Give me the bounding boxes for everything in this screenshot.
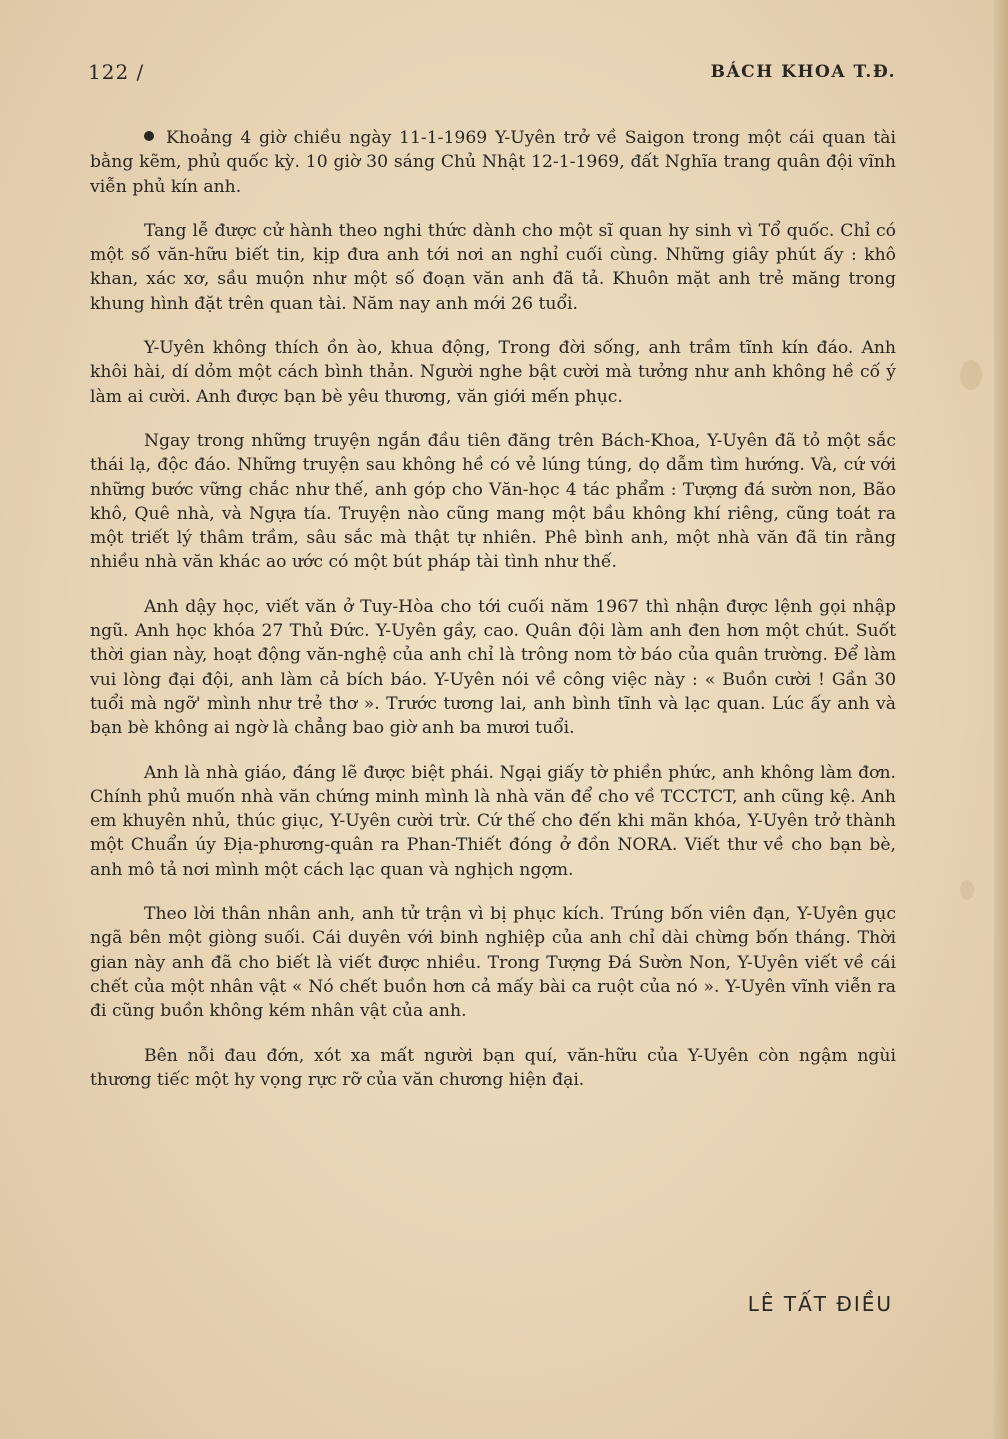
paper-stain [960,880,974,900]
article-body [90,126,896,1112]
paper-stain [960,360,982,390]
paragraph-4: Ngay trong những truyện ngắn đầu tiên đăng trên Bách-Khoa, Y-Uyên đã tỏ một sắc thái lạ, độc đáo. Những truyện sau không hề có vẻ lúng túng, dọ dẫm tìm hướng. Và, cứ với những bước vững chắc như thế, anh góp cho Văn-học 4 tác phẩm : Tượng đá sườn non, Bão khô, Quê nhà, và Ngựa tía. Truyện nào cũng mang một bầu không khí riêng, cũng toát ra một triết lý thâm trầm, sâu sắc mà thật tự nhiên. Phê bình anh, một nhà văn đã tin rằng nhiều nhà văn khác ao ước có một bút pháp tài tình như thế. [90,430,896,573]
paragraph-7: Theo lời thân nhân anh, anh tử trận vì bị phục kích. Trúng bốn viên đạn, Y-Uyên gục ngã bên một giòng suối. Cái duyên với binh nghiệp của anh chỉ dài chừng bốn tháng. Thời gian này anh đã cho biết là viết được nhiều. Trong Tượng Đá Sườn Non, Y-Uyên viết về cái chết của một nhân vật « Nó chết buồn hơn cả mấy bài ca ruột của nó ». Y-Uyên vĩnh viễn ra đi cũng buồn không kém nhân vật của anh. [90,904,896,1022]
paragraph-1 [90,126,896,199]
page-header [88,60,896,90]
bullet-icon [144,131,154,141]
paragraph-8: Bên nỗi đau đớn, xót xa mất người bạn quí, văn-hữu của Y-Uyên còn ngậm ngùi thương tiếc một hy vọng rực rỡ của văn chương hiện đại. [90,1045,896,1090]
running-head: BÁCH KHOA T.Đ. [710,62,896,82]
page-edge [994,0,1008,1439]
paragraph-6: Anh là nhà giáo, đáng lẽ được biệt phái. Ngại giấy tờ phiền phức, anh không làm đơn. Chính phủ muốn nhà văn chứng minh mình là nhà văn để cho về TCCTCT, anh cũng kệ. Anh em khuyên nhủ, thúc giục, Y-Uyên cười trừ. Cứ thế cho đến khi mãn khóa, Y-Uyên trở thành một Chuẩn úy Địa-phương-quân ra Phan-Thiết đóng ở đồn NORA. Viết thư về cho bạn bè, anh mô tả nơi mình một cách lạc quan và nghịch ngợm. [90,762,896,880]
paragraph-3: Y-Uyên không thích ồn ào, khua động, Trong đời sống, anh trầm tĩnh kín đáo. Anh khôi hài, dí dỏm một cách bình thản. Người nghe bật cười mà tưởng như anh không hề cố ý làm ai cười. Anh được bạn bè yêu thương, văn giới mến phục. [90,338,896,407]
paragraph-2: Tang lễ được cử hành theo nghi thức dành cho một sĩ quan hy sinh vì Tổ quốc. Chỉ có một số văn-hữu biết tin, kịp đưa anh tới nơi an nghỉ cuối cùng. Những giây phút ấy : khô khan, xác xơ, sầu muộn như một số đoạn văn anh đã tả. Khuôn mặt anh trẻ măng trong khung hình đặt trên quan tài. Năm nay anh mới 26 tuổi. [90,220,896,314]
author-signature: LÊ TẤT ĐIỀU [747,1292,893,1316]
paragraph-text: Khoảng 4 giờ chiều ngày 11-1-1969 Y-Uyên trở về Saigon trong một cái quan tài bằng kẽm, phủ quốc kỳ. 10 giờ 30 sáng Chủ Nhật 12-1-1969, đất Nghĩa trang quân đội vĩnh viễn phủ kín anh. [90,128,896,197]
paragraph-5: Anh dậy học, viết văn ở Tuy-Hòa cho tới cuối năm 1967 thì nhận được lệnh gọi nhập ngũ. Anh học khóa 27 Thủ Đức. Y-Uyên gầy, cao. Quân đội làm anh đen hơn một chút. Suốt thời gian này, hoạt động văn-nghệ của anh chỉ là trông nom tờ báo của quân trường. Để làm vui lòng đại đội, anh làm cả bích báo. Y-Uyên nói về công việc này : « Buồn cười ! Gần 30 tuổi mà ngỡ' mình như trẻ thơ ». Trước tương lai, anh bình tĩnh và lạc quan. Lúc ấy anh và bạn bè không ai ngờ là chẳng bao giờ anh ba mươi tuổi. [90,596,896,739]
page-number: 122 / [88,60,145,84]
